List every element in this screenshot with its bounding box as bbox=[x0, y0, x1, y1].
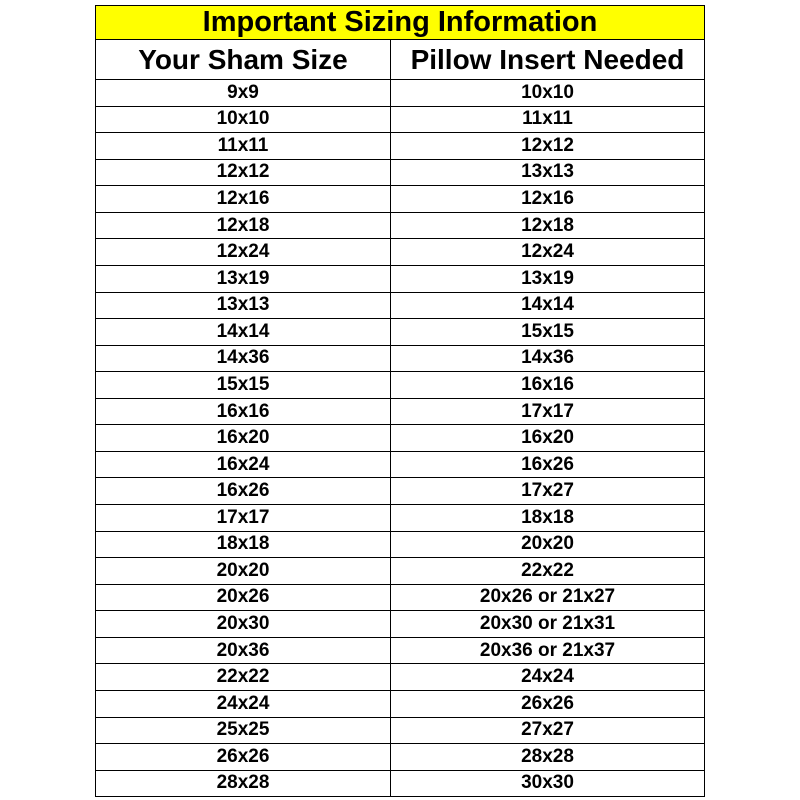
insert-size-cell: 26x26 bbox=[521, 692, 574, 714]
sham-size-cell: 13x13 bbox=[96, 293, 391, 319]
sham-size-cell: 14x14 bbox=[96, 319, 391, 345]
sham-size-cell: 12x12 bbox=[96, 160, 391, 186]
table-row bbox=[96, 319, 704, 346]
table-row bbox=[96, 505, 704, 532]
sham-size-cell: 12x16 bbox=[96, 186, 391, 212]
insert-size-cell: 16x26 bbox=[521, 453, 574, 475]
table-row bbox=[96, 239, 704, 266]
table-title: Important Sizing Information bbox=[96, 6, 704, 40]
table-row bbox=[96, 585, 704, 612]
insert-size-cell: 16x16 bbox=[521, 373, 574, 395]
sham-size-cell: 24x24 bbox=[96, 691, 391, 717]
table-row bbox=[96, 691, 704, 718]
insert-size-cell: 11x11 bbox=[522, 108, 573, 130]
insert-size-cell: 12x12 bbox=[521, 134, 574, 156]
insert-size-cell: 12x24 bbox=[521, 241, 574, 263]
table-row bbox=[96, 266, 704, 293]
table-row bbox=[96, 186, 704, 213]
table-row bbox=[96, 107, 704, 134]
insert-size-cell: 22x22 bbox=[521, 559, 574, 581]
sham-size-cell: 17x17 bbox=[96, 505, 391, 531]
sham-size-cell: 26x26 bbox=[96, 744, 391, 770]
column-header-row bbox=[96, 40, 704, 80]
sham-size-cell: 22x22 bbox=[96, 664, 391, 690]
sham-size-cell: 16x20 bbox=[96, 425, 391, 451]
table-row bbox=[96, 293, 704, 320]
insert-size-cell: 20x20 bbox=[521, 533, 574, 555]
sizing-table bbox=[95, 5, 705, 797]
insert-size-cell: 28x28 bbox=[521, 745, 574, 767]
insert-size-cell: 12x18 bbox=[521, 214, 574, 236]
insert-size-cell: 15x15 bbox=[521, 320, 574, 342]
header-sham-size: Your Sham Size bbox=[96, 40, 391, 79]
insert-size-cell: 14x36 bbox=[521, 347, 574, 369]
insert-size-cell: 20x30 or 21x31 bbox=[479, 613, 616, 635]
sham-size-cell: 20x30 bbox=[96, 611, 391, 637]
table-row bbox=[96, 452, 704, 479]
sham-size-cell: 18x18 bbox=[96, 532, 391, 558]
table-row bbox=[96, 532, 704, 559]
sham-size-cell: 12x24 bbox=[96, 239, 391, 265]
table-row bbox=[96, 744, 704, 771]
insert-size-cell: 16x20 bbox=[521, 427, 574, 449]
sham-size-cell: 14x36 bbox=[96, 346, 391, 372]
insert-size-cell: 30x30 bbox=[521, 772, 574, 794]
table-row bbox=[96, 425, 704, 452]
sham-size-cell: 10x10 bbox=[96, 107, 391, 133]
insert-size-cell: 20x26 or 21x27 bbox=[479, 586, 616, 608]
sham-size-cell: 20x26 bbox=[96, 585, 391, 611]
sham-size-cell: 16x24 bbox=[96, 452, 391, 478]
sham-size-cell: 16x26 bbox=[96, 478, 391, 504]
insert-size-cell: 20x36 or 21x37 bbox=[479, 639, 616, 661]
sham-size-cell: 16x16 bbox=[96, 399, 391, 425]
insert-size-cell: 17x17 bbox=[521, 400, 574, 422]
table-row bbox=[96, 771, 704, 797]
sham-size-cell: 11x11 bbox=[96, 133, 391, 159]
table-row bbox=[96, 478, 704, 505]
sham-size-cell: 25x25 bbox=[96, 718, 391, 744]
table-row bbox=[96, 133, 704, 160]
insert-size-cell: 10x10 bbox=[521, 81, 574, 103]
table-row bbox=[96, 664, 704, 691]
table-row bbox=[96, 638, 704, 665]
table-row bbox=[96, 718, 704, 745]
sham-size-cell: 20x20 bbox=[96, 558, 391, 584]
sham-size-cell: 12x18 bbox=[96, 213, 391, 239]
table-body bbox=[96, 80, 704, 796]
insert-size-cell: 27x27 bbox=[521, 719, 574, 741]
table-row bbox=[96, 558, 704, 585]
table-row bbox=[96, 399, 704, 426]
sham-size-cell: 13x19 bbox=[96, 266, 391, 292]
insert-size-cell: 17x27 bbox=[521, 480, 574, 502]
insert-size-cell: 12x16 bbox=[521, 188, 574, 210]
sham-size-cell: 9x9 bbox=[96, 80, 391, 106]
table-row bbox=[96, 346, 704, 373]
insert-size-cell: 24x24 bbox=[521, 666, 574, 688]
sham-size-cell: 15x15 bbox=[96, 372, 391, 398]
sham-size-cell: 20x36 bbox=[96, 638, 391, 664]
table-row bbox=[96, 611, 704, 638]
table-row bbox=[96, 372, 704, 399]
table-row bbox=[96, 80, 704, 107]
sham-size-cell: 28x28 bbox=[96, 771, 391, 797]
insert-size-cell: 14x14 bbox=[521, 294, 574, 316]
table-row bbox=[96, 160, 704, 187]
insert-size-cell: 13x13 bbox=[521, 161, 574, 183]
insert-size-cell: 18x18 bbox=[521, 506, 574, 528]
header-insert-needed: Pillow Insert Needed bbox=[410, 43, 685, 75]
table-row bbox=[96, 213, 704, 240]
insert-size-cell: 13x19 bbox=[521, 267, 574, 289]
